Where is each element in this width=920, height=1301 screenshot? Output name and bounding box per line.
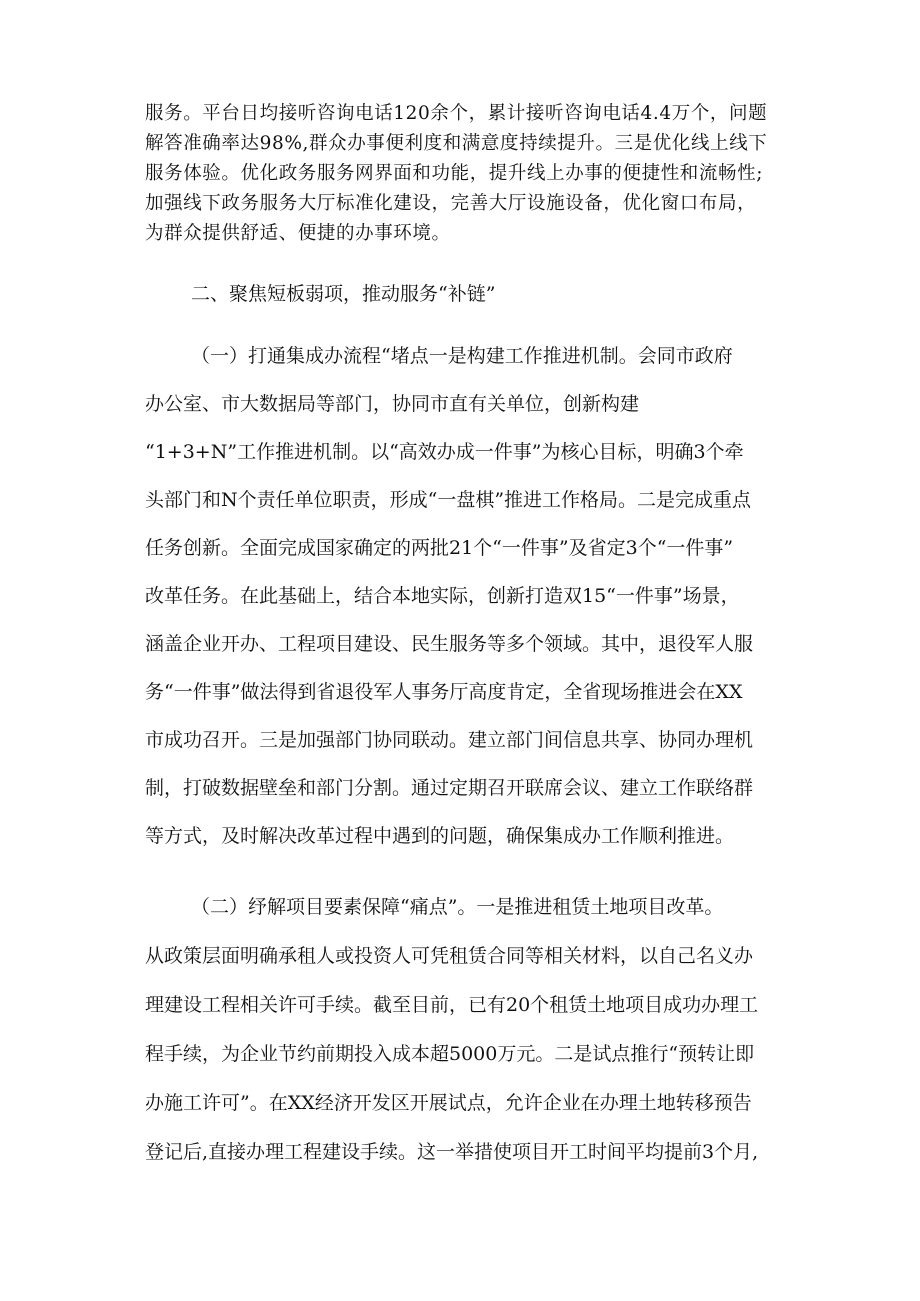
paragraph-2-line-5: 任务创新。全面完成国家确定的两批21个“一件事”及省定3个“一件事” [145, 537, 734, 559]
paragraph-3-line-6: 登记后,直接办理工程建设手续。这一举措使项目开工时间平均提前3个月, [145, 1141, 759, 1163]
paragraph-2-line-2: 办公室、市大数据局等部门，协同市直有关单位，创新构建 [145, 393, 640, 415]
paragraph-2-line-1: （一）打通集成办流程“堵点一是构建工作推进机制。会同市政府 [191, 345, 733, 367]
paragraph-2-line-7: 涵盖企业开办、工程项目建设、民生服务等多个领域。其中，退役军人服 [145, 633, 754, 655]
paragraph-2-line-9: 市成功召开。三是加强部门协同联动。建立部门间信息共享、协同办理机 [145, 729, 754, 751]
paragraph-2-line-11: 等方式，及时解决改革过程中遇到的问题，确保集成办工作顺利推进。 [145, 825, 735, 847]
paragraph-1-line-2: 解答准确率达98%,群众办事便利度和满意度持续提升。三是优化线上线下 [145, 133, 768, 154]
paragraph-2-line-6: 改革任务。在此基础上，结合本地实际，创新打造双15“一件事”场景， [145, 585, 740, 607]
paragraph-1-line-1: 服务。平台日均接听咨询电话120余个，累计接听咨询电话4.4万个，问题 [145, 103, 768, 124]
paragraph-3-line-2: 从政策层面明确承租人或投资人可凭租赁合同等相关材料，以自己名义办 [145, 945, 754, 967]
paragraph-3-line-5: 办施工许可”。在XX经济开发区开展试点，允许企业在办理土地转移预告 [145, 1092, 752, 1114]
paragraph-1-line-4: 加强线下政务服务大厅标准化建设，完善大厅设施设备，优化窗口布局， [145, 193, 757, 214]
paragraph-2-line-4: 头部门和N个责任单位职责，形成“一盘棋”推进工作格局。二是完成重点 [145, 489, 752, 511]
paragraph-3-line-3: 理建设工程相关许可手续。截至目前，已有20个租赁土地项目成功办理工 [145, 994, 759, 1016]
paragraph-1-line-3: 服务体验。优化政务服务网界面和功能，提升线上办事的便捷性和流畅性; [145, 163, 764, 184]
paragraph-2-line-3: “1+3+N”工作推进机制。以“高效办成一件事”为核心目标，明确3个牵 [145, 441, 744, 463]
section-heading: 二、聚焦短板弱项，推动服务“补链” [191, 283, 496, 305]
paragraph-3-line-1: （二）纾解项目要素保障“痛点”。一是推进租赁土地项目改革。 [191, 896, 724, 918]
paragraph-1-line-5: 为群众提供舒适、便捷的办事环境。 [145, 223, 451, 244]
paragraph-2-line-8: 务“一件事”做法得到省退役军人事务厅高度肯定，全省现场推进会在XX [145, 681, 743, 703]
paragraph-3-line-4: 程手续，为企业节约前期投入成本超5000万元。二是试点推行“预转让即 [145, 1043, 755, 1065]
paragraph-2-line-10: 制，打破数据壁垒和部门分割。通过定期召开联席会议、建立工作联络群 [145, 777, 754, 799]
